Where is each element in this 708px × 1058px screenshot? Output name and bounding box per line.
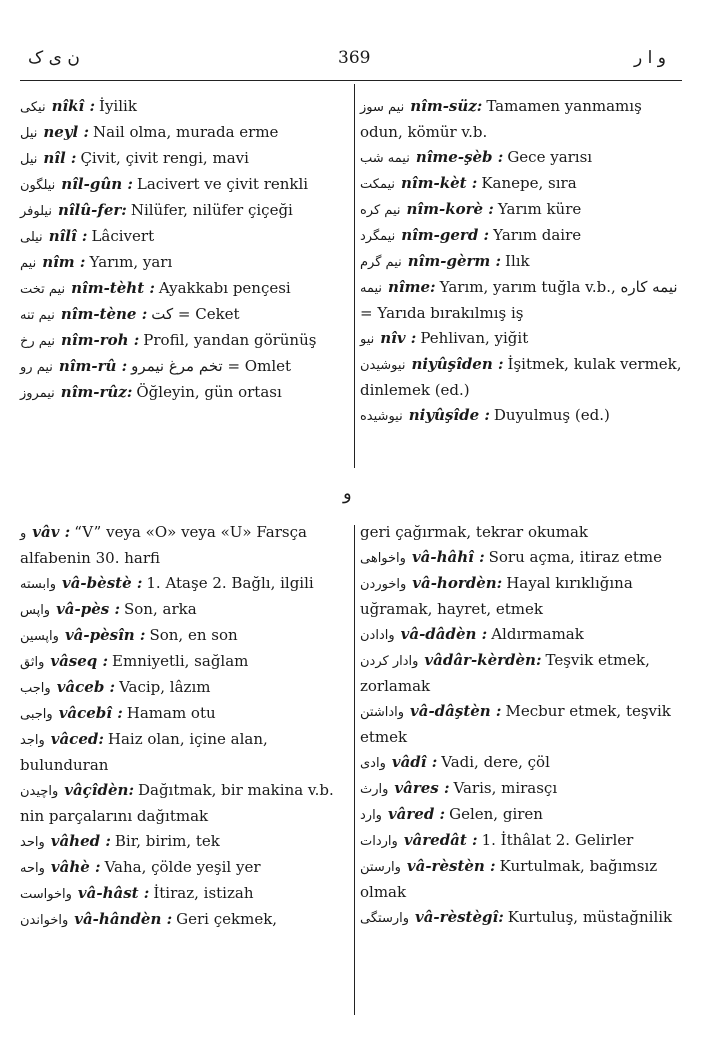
column-a-left xyxy=(20,94,342,406)
definition: Vacip, lâzım xyxy=(119,678,211,696)
dictionary-entry xyxy=(20,571,342,597)
definition: Geri çekmek, xyxy=(176,910,278,928)
dictionary-entry xyxy=(20,94,342,120)
dictionary-entry xyxy=(20,701,342,727)
transliteration: vâ-rèstèn : xyxy=(406,857,496,875)
arabic-headword: نیوشیده xyxy=(360,409,403,424)
dictionary-entry xyxy=(20,250,342,276)
dictionary-entry xyxy=(360,352,682,403)
transliteration: vâ-pèsîn : xyxy=(64,626,146,644)
transliteration: vâceb : xyxy=(56,678,116,696)
definition: Vaha, çölde yeşil yer xyxy=(104,858,261,876)
dictionary-entry xyxy=(360,802,682,828)
arabic-headword: واخواندن xyxy=(20,913,69,928)
definition: Yarım, yarım tuğla v.b., نیمه کاره = Yarıda bırakılmış iş xyxy=(360,278,678,322)
arabic-headword: واجب xyxy=(20,681,51,696)
transliteration: vâdî : xyxy=(391,753,438,771)
dictionary-entry xyxy=(360,545,682,571)
dictionary-entry xyxy=(20,597,342,623)
arabic-headword: نیم رو xyxy=(20,360,53,375)
dictionary-entry xyxy=(20,881,342,907)
transliteration: vâred : xyxy=(387,805,446,823)
transliteration: nîm : xyxy=(42,253,86,271)
dictionary-entry xyxy=(360,94,682,145)
definition: Profil, yandan görünüş xyxy=(143,331,317,349)
dictionary-entry xyxy=(20,855,342,881)
dictionary-entry xyxy=(360,854,682,905)
dictionary-entry xyxy=(360,249,682,275)
dictionary-entry xyxy=(20,778,342,829)
arabic-headword: واثق xyxy=(20,655,45,670)
transliteration: nîme-şèb : xyxy=(415,148,504,166)
definition: Bir, birim, tek xyxy=(114,832,220,850)
definition: Nilüfer, nilüfer çiçeği xyxy=(130,201,293,219)
arabic-headword: واردات xyxy=(360,834,398,849)
dictionary-entry xyxy=(20,380,342,406)
column-b-right xyxy=(360,520,682,931)
arabic-headword: واحه xyxy=(20,861,45,876)
arabic-headword: نیلگون xyxy=(20,178,56,193)
transliteration: vâseq : xyxy=(50,652,109,670)
arabic-headword: واجبی xyxy=(20,707,53,722)
transliteration: nîm-rû : xyxy=(58,357,128,375)
column-divider xyxy=(354,525,355,1015)
dictionary-entry xyxy=(360,648,682,699)
arabic-headword: نیمروز xyxy=(20,386,55,401)
dictionary-entry xyxy=(20,198,342,224)
arabic-headword: نیمه xyxy=(360,281,383,296)
transliteration: nîv : xyxy=(380,329,417,347)
transliteration: nîl : xyxy=(43,149,77,167)
transliteration: vâ-bèstè : xyxy=(62,574,143,592)
transliteration: nîl-gûn : xyxy=(61,175,133,193)
arabic-headword: واجد xyxy=(20,733,45,748)
arabic-headword: واپس xyxy=(20,603,51,618)
arabic-headword: نیلی xyxy=(20,230,43,245)
transliteration: vâv : xyxy=(32,523,71,541)
arabic-headword: نیم گرم xyxy=(360,255,402,270)
definition: Çivit, çivit rengi, mavi xyxy=(80,149,249,167)
arabic-headword: نیمگرد xyxy=(360,229,396,244)
definition: تخم مرغ نیمرو = Omlet xyxy=(131,357,292,375)
transliteration: nîlû-fer: xyxy=(57,201,127,219)
dictionary-entry xyxy=(20,829,342,855)
arabic-headword: وادادن xyxy=(360,628,395,643)
definition: Pehlivan, yiğit xyxy=(420,329,529,347)
dictionary-entry xyxy=(360,905,682,931)
dictionary-entry xyxy=(20,328,342,354)
arabic-headword: واخوردن xyxy=(360,577,407,592)
definition: Yarım küre xyxy=(497,200,582,218)
arabic-headword: نیلوفر xyxy=(20,204,52,219)
transliteration: nîm-rûz: xyxy=(60,383,133,401)
dictionary-entry xyxy=(360,750,682,776)
dictionary-entry xyxy=(360,828,682,854)
dictionary-entry xyxy=(360,223,682,249)
arabic-headword: وارستگی xyxy=(360,911,409,926)
definition: Kurtulmak, bağımsız olmak xyxy=(360,857,658,901)
dictionary-entry xyxy=(360,520,682,545)
definition: Yarım daire xyxy=(493,226,582,244)
dictionary-entry xyxy=(20,675,342,701)
transliteration: nîm-süz: xyxy=(410,97,483,115)
transliteration: vâredât : xyxy=(403,831,478,849)
transliteration: nîm-roh : xyxy=(61,331,140,349)
transliteration: vâ-hândèn : xyxy=(74,910,173,928)
dictionary-entry xyxy=(360,326,682,352)
transliteration: neyl : xyxy=(43,123,90,141)
arabic-headword: وابسته xyxy=(20,577,56,592)
arabic-headword: نیم سوز xyxy=(360,100,405,115)
column-divider xyxy=(354,84,355,468)
arabic-headword: وارستن xyxy=(360,860,401,875)
transliteration: vâ-rèstègî: xyxy=(415,908,504,926)
arabic-headword: واخواست xyxy=(20,887,72,902)
arabic-headword: و xyxy=(20,526,27,541)
arabic-headword: نیم xyxy=(20,256,37,271)
definition: Hamam otu xyxy=(126,704,216,722)
transliteration: vâ-dâdèn : xyxy=(400,625,488,643)
definition: Gece yarısı xyxy=(507,148,593,166)
definition: geri çağırmak, tekrar okumak xyxy=(360,523,589,541)
header-left-letters: ن ی ک xyxy=(28,48,80,68)
arabic-headword: واپسین xyxy=(20,629,59,644)
arabic-headword: نیکی xyxy=(20,100,46,115)
dictionary-entry xyxy=(20,354,342,380)
dictionary-entry xyxy=(20,649,342,675)
definition: “V” veya «O» veya «U» Farsça alfabenin 30. harfi xyxy=(20,523,307,567)
dictionary-entry xyxy=(20,907,342,933)
transliteration: vâhè : xyxy=(50,858,101,876)
arabic-headword: وارث xyxy=(360,782,389,797)
definition: Duyulmuş (ed.) xyxy=(493,406,610,424)
transliteration: nîm-tène : xyxy=(60,305,148,323)
definition: 1. İthâlat 2. Gelirler xyxy=(481,831,634,849)
header-rule xyxy=(20,80,682,81)
transliteration: vâres : xyxy=(394,779,450,797)
definition: Tamamen yanmamış odun, kömür v.b. xyxy=(360,97,642,141)
dictionary-entry xyxy=(360,145,682,171)
definition: Nail olma, murada erme xyxy=(93,123,279,141)
dictionary-entry xyxy=(360,699,682,750)
arabic-headword: نیم تنه xyxy=(20,308,55,323)
transliteration: vâ-dâştèn : xyxy=(410,702,502,720)
transliteration: vâdâr-kèrdèn: xyxy=(424,651,542,669)
dictionary-entry xyxy=(20,224,342,250)
definition: Lacivert ve çivit renkli xyxy=(136,175,309,193)
dictionary-entry xyxy=(20,120,342,146)
dictionary-entry xyxy=(360,197,682,223)
definition: Lâcivert xyxy=(91,227,155,245)
definition: Varis, mirasçı xyxy=(453,779,558,797)
definition: کت = Ceket xyxy=(151,305,240,323)
transliteration: nîm-kèt : xyxy=(401,174,478,192)
dictionary-entry xyxy=(360,571,682,622)
transliteration: nîm-tèht : xyxy=(71,279,155,297)
definition: Soru açma, itiraz etme xyxy=(488,548,662,566)
transliteration: vâhed : xyxy=(50,832,111,850)
column-b-left xyxy=(20,520,342,933)
definition: Ayakkabı pençesi xyxy=(158,279,291,297)
transliteration: vâcebî : xyxy=(58,704,123,722)
transliteration: vâçîdèn: xyxy=(64,781,134,799)
definition: Son, arka xyxy=(124,600,197,618)
transliteration: vâ-hâst : xyxy=(77,884,150,902)
arabic-headword: نیم رخ xyxy=(20,334,55,349)
dictionary-entry xyxy=(20,623,342,649)
arabic-headword: نیم تخت xyxy=(20,282,66,297)
arabic-headword: واحد xyxy=(20,835,45,850)
definition: İşitmek, kulak vermek, dinlemek (ed.) xyxy=(360,355,682,399)
definition: Teşvik etmek, zorlamak xyxy=(360,651,650,695)
arabic-headword: وادی xyxy=(360,756,386,771)
arabic-headword: نیمکت xyxy=(360,177,396,192)
transliteration: nîm-gerd : xyxy=(401,226,490,244)
definition: Haiz olan, içine alan, bulunduran xyxy=(20,730,268,774)
transliteration: vâ-hordèn: xyxy=(412,574,503,592)
dictionary-entry xyxy=(20,276,342,302)
transliteration: vâ-hâhî : xyxy=(411,548,485,566)
definition: İyilik xyxy=(99,97,137,115)
definition: Mecbur etmek, teşvik etmek xyxy=(360,702,671,746)
arabic-headword: وارد xyxy=(360,808,382,823)
arabic-headword: نیل xyxy=(20,152,38,167)
definition: Vadi, dere, çöl xyxy=(441,753,550,771)
arabic-headword: نیو xyxy=(360,332,375,347)
transliteration: nîm-korè : xyxy=(406,200,494,218)
definition: Kanepe, sıra xyxy=(481,174,577,192)
transliteration: niyûşîden : xyxy=(411,355,504,373)
arabic-headword: نیل xyxy=(20,126,38,141)
transliteration: nîme: xyxy=(388,278,436,296)
definition: İtiraz, istizah xyxy=(153,884,254,902)
transliteration: nîlî : xyxy=(48,227,88,245)
arabic-headword: نیمه شب xyxy=(360,151,410,166)
arabic-headword: واخواهی xyxy=(360,551,406,566)
transliteration: vâ-pès : xyxy=(56,600,120,618)
definition: Son, en son xyxy=(149,626,238,644)
dictionary-entry xyxy=(360,622,682,648)
definition: Öğleyin, gün ortası xyxy=(136,383,282,401)
definition: Gelen, giren xyxy=(449,805,543,823)
section-letter: و xyxy=(343,483,352,504)
definition: Dağıtmak, bir makina v.b. nin parçalarını dağıtmak xyxy=(20,781,334,825)
transliteration: vâced: xyxy=(50,730,104,748)
arabic-headword: وادار کردن xyxy=(360,654,419,669)
page-number: 369 xyxy=(338,48,371,68)
dictionary-entry xyxy=(360,403,682,429)
arabic-headword: واداشتن xyxy=(360,705,405,720)
column-a-right xyxy=(360,94,682,429)
dictionary-entry xyxy=(360,776,682,802)
definition: Yarım, yarı xyxy=(89,253,173,271)
dictionary-entry xyxy=(20,172,342,198)
arabic-headword: نیم کره xyxy=(360,203,401,218)
definition: Hayal kırıklığına uğramak, hayret, etmek xyxy=(360,574,633,618)
definition: Kurtuluş, müstağnilik xyxy=(507,908,673,926)
dictionary-entry xyxy=(360,275,682,326)
dictionary-entry xyxy=(20,146,342,172)
transliteration: niyûşîde : xyxy=(408,406,490,424)
dictionary-entry xyxy=(20,302,342,328)
arabic-headword: واچیدن xyxy=(20,784,59,799)
header-right-letters: و ا ر xyxy=(634,48,666,68)
transliteration: nîkî : xyxy=(51,97,96,115)
dictionary-entry xyxy=(20,520,342,571)
definition: Emniyetli, sağlam xyxy=(112,652,249,670)
arabic-headword: نیوشیدن xyxy=(360,358,406,373)
definition: Aldırmamak xyxy=(491,625,584,643)
dictionary-entry xyxy=(20,727,342,778)
definition: Ilık xyxy=(505,252,530,270)
definition: 1. Ataşe 2. Bağlı, ilgili xyxy=(146,574,314,592)
dictionary-entry xyxy=(360,171,682,197)
transliteration: nîm-gèrm : xyxy=(407,252,502,270)
